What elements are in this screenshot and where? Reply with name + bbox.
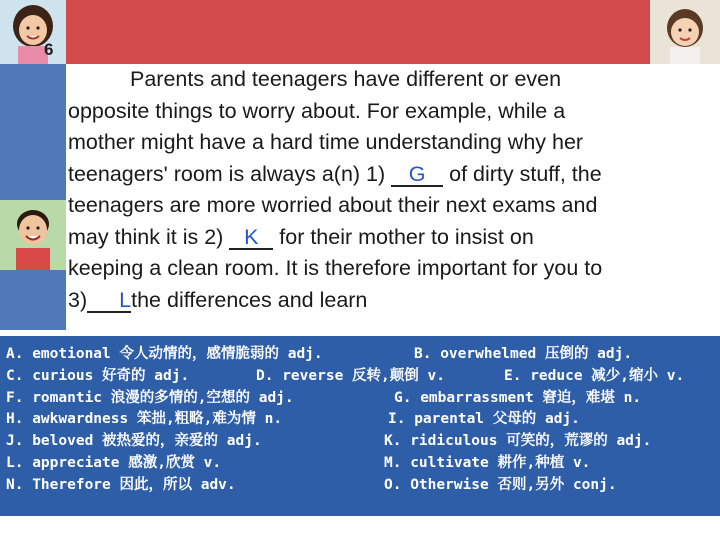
answer-blank-2[interactable]: K [229,226,273,250]
passage-line [68,159,718,191]
word-option: D. reverse 反转,颠倒 v. [256,367,445,384]
cloze-passage [68,64,718,316]
passage-line: mother might have a hard time understanding why her [68,130,584,154]
passage-line: teenagers are more worried about their next exams and [68,193,598,217]
word-bank [0,336,720,516]
word-bank-row [6,431,714,453]
word-bank-row [6,475,714,497]
word-option: K. ridiculous 可笑的，荒谬的 adj. [384,433,652,450]
word-option: E. reduce 减少,缩小 v. [504,367,685,384]
word-option: H. awkwardness 笨拙,粗略,难为情 n. [6,411,283,428]
word-option: B. overwhelmed 压倒的 adj. [414,346,633,362]
word-option: L. appreciate 感激,欣赏 v. [6,454,222,471]
word-option: M. cultivate 耕作,种植 v. [384,454,591,471]
passage-text: the differences and learn [131,287,368,312]
slide-number: 6 [44,40,54,59]
word-bank-row [6,453,714,475]
passage-line: keeping a clean room. It is therefore important for you to [68,256,603,280]
passage-line [68,222,718,254]
passage-text: may think it is 2) [68,224,230,249]
word-option: G. embarrassment 窘迫，难堪 n. [394,389,642,406]
word-option: A. emotional 令人动情的，感情脆弱的 adj. [6,346,323,362]
passage-text: 3) [68,287,88,312]
passage-text: for their mother to insist on [273,224,534,249]
boy-photo [0,200,66,270]
side-banner [0,64,66,330]
passage-text: of dirty stuff, the [443,161,602,186]
title-banner [66,0,650,64]
passage-line: opposite things to worry about. For example, while a [68,98,566,123]
word-option: F. romantic 浪漫的多情的,空想的 adj. [6,389,294,406]
word-option: C. curious 好奇的 adj. [6,367,190,384]
passage-line [68,285,718,317]
answer-blank-1[interactable]: G [391,163,443,187]
word-bank-row [6,388,714,410]
baby-photo [650,0,720,64]
word-bank-row [6,344,714,366]
word-option: I. parental 父母的 adj. [388,411,580,428]
word-bank-row [6,409,714,431]
answer-blank-3[interactable]: L [87,289,131,313]
word-option: N. Therefore 因此，所以 adv. [6,476,236,493]
passage-line: Parents and teenagers have different or even [130,67,562,91]
girl-photo [0,0,66,64]
passage-text: teenagers' room is always a(n) 1) [68,161,392,186]
word-option: O. Otherwise 否则,另外 conj. [384,476,617,493]
word-option: J. beloved 被热爱的，亲爱的 adj. [6,433,262,450]
word-bank-row [6,366,714,388]
